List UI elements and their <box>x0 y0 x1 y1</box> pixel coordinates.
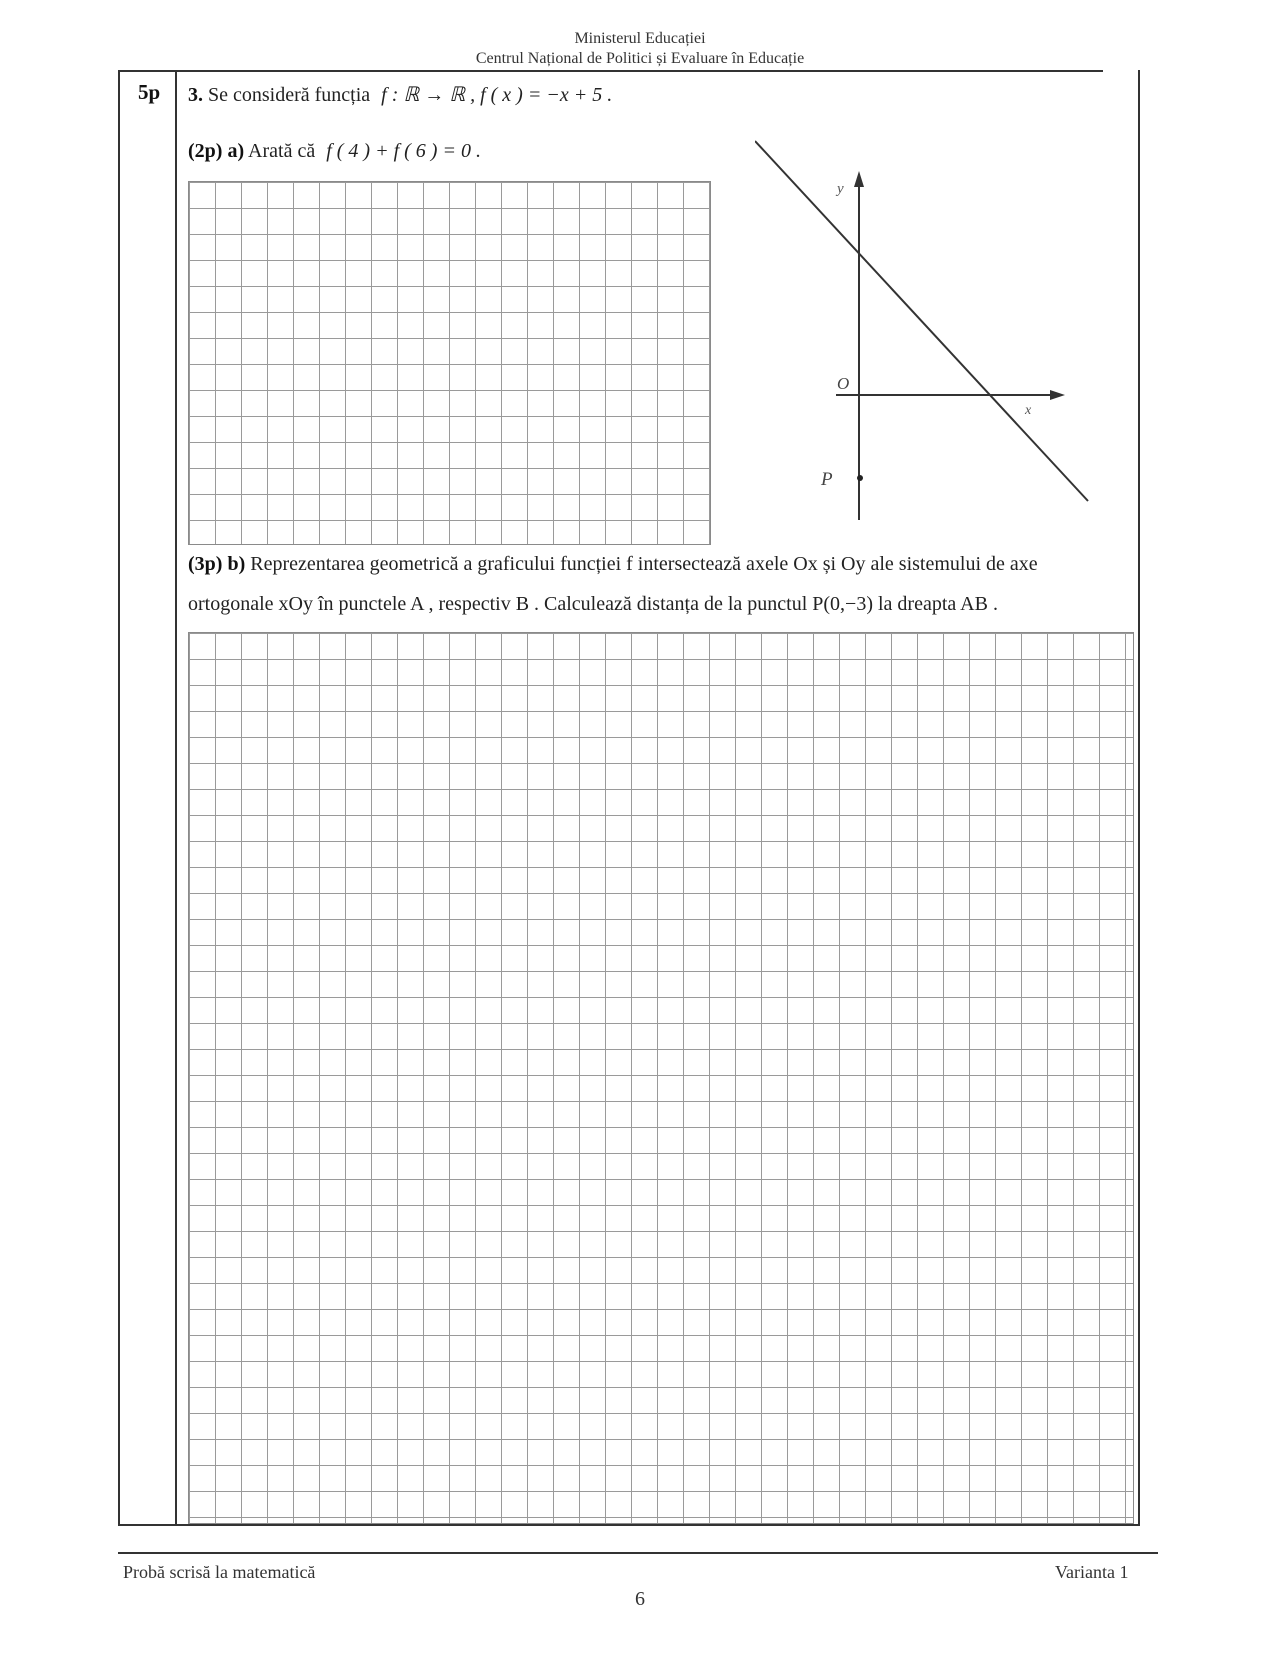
answer-grid-part-a[interactable] <box>188 181 711 545</box>
frame-left <box>118 70 120 1525</box>
part-b-text-line1: Reprezentarea geometrică a graficului funcției f intersectează axele Ox și Oy ale sistemului de axe <box>250 553 1038 575</box>
part-a-letter: a) <box>227 140 245 162</box>
problem-intro: Se consideră funcția <box>208 84 371 106</box>
frame-right <box>1138 70 1140 1525</box>
points-column-divider <box>175 70 177 1525</box>
header-ministry: Ministerul Educației <box>574 30 706 47</box>
part-a-points: (2p) <box>188 140 223 162</box>
function-definition: f : ℝ → ℝ , f ( x ) = −x + 5 . <box>381 84 613 106</box>
part-b-letter: b) <box>227 553 246 575</box>
graph-line <box>755 141 1088 501</box>
point-p-label: P <box>821 469 833 490</box>
coordinate-figure <box>755 135 1100 530</box>
part-b-line1 <box>188 553 1038 576</box>
page-number: 6 <box>635 1588 645 1610</box>
top-rule <box>118 70 1103 72</box>
part-b-text-line2: ortogonale xOy în punctele A , respectiv B . Calculează distanța de la punctul P(0,−3) la dreapta AB . <box>188 593 998 615</box>
footer-right: Varianta 1 <box>1055 1562 1129 1582</box>
part-a-text: Arată că <box>248 140 316 162</box>
x-axis-arrow-icon <box>1050 390 1065 400</box>
x-axis-label: x <box>1025 403 1032 418</box>
y-axis-arrow-icon <box>854 171 864 187</box>
part-b-points: (3p) <box>188 553 223 575</box>
frame-bottom <box>118 1524 1140 1526</box>
answer-grid-part-b[interactable] <box>188 632 1134 1524</box>
problem-number: 3. <box>188 84 203 106</box>
part-a-math: f ( 4 ) + f ( 6 ) = 0 . <box>326 140 481 162</box>
y-axis-label: y <box>837 181 844 197</box>
origin-label: O <box>837 374 850 393</box>
header-center: Centrul Național de Politici și Evaluare în Educație <box>475 50 805 67</box>
points-label: 5p <box>138 80 161 104</box>
footer-left: Probă scrisă la matematică <box>123 1562 316 1582</box>
point-p-marker <box>857 475 863 481</box>
footer-rule <box>118 1552 1158 1554</box>
problem-statement <box>188 82 612 107</box>
part-a-statement <box>188 140 481 163</box>
